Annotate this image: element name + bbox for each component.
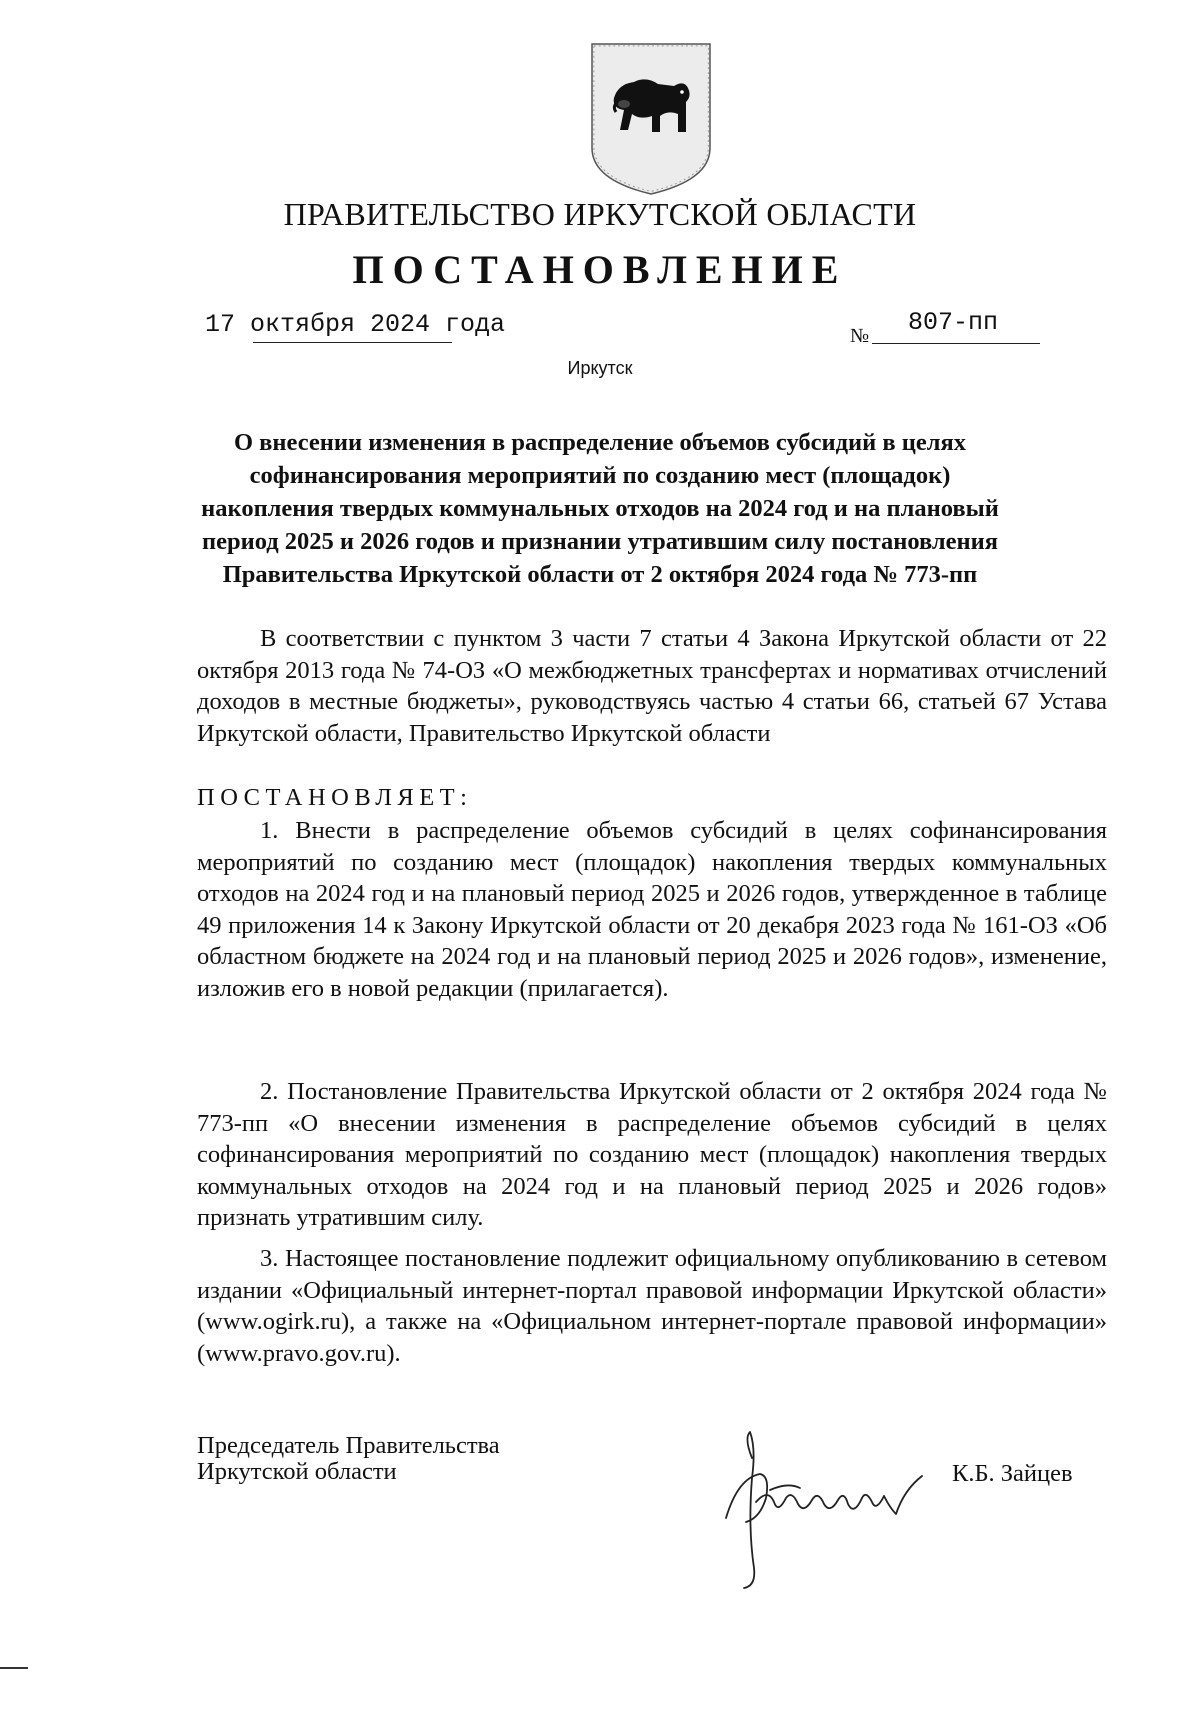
number-underline <box>872 343 1040 344</box>
coat-of-arms-icon <box>588 40 714 198</box>
item-text: Настоящее постановление подлежит официальному опубликованию в сетевом издании «Официальный интернет-портал правовой информации Иркутской области» (www.ogirk.ru), а также на «Официальном интернет-портале правовой информации» (www.pravo.gov.ru). <box>197 1245 1107 1367</box>
preamble-paragraph: В соответствии с пунктом 3 части 7 статьи 4 Закона Иркутской области от 22 октября 2013 года № 74-ОЗ «О межбюджетных трансфертах и нормативах отчислений доходов в местные бюджеты», руководствуясь частью 4 статьи 66, статьей 67 Устава Иркутской области, Правительство Иркутской области <box>197 625 1107 747</box>
signer-position <box>197 1433 500 1485</box>
document-date: 17 октября 2024 года <box>205 310 506 339</box>
document-title: О внесении изменения в распределение объемов субсидий в целях софинансирования мероприятий по созданию мест (площадок) накопления твердых коммунальных отходов на 2024 год и на плановый период 2025 и 2026 годов и признании утратившим силу постановления Правительства Иркутской области от 2 октября 2024 года № 773-пп <box>201 429 999 588</box>
decree-item-2 <box>197 1076 1107 1234</box>
decree-item-3 <box>197 1243 1107 1369</box>
date-underline <box>253 342 452 343</box>
government-name: ПРАВИТЕЛЬСТВО ИРКУТСКОЙ ОБЛАСТИ <box>283 196 917 232</box>
signer-position-line: Иркутской области <box>197 1458 397 1485</box>
city: Иркутск <box>567 358 633 378</box>
number-sign: № <box>850 325 870 347</box>
margin-mark <box>0 1667 28 1669</box>
document-number: 807-пп <box>908 308 999 337</box>
item-number: 1. <box>260 817 279 844</box>
signer-position-line: Председатель Правительства <box>197 1432 500 1459</box>
item-number: 2. <box>260 1078 279 1105</box>
signer-name: К.Б. Зайцев <box>952 1460 1073 1487</box>
item-number: 3. <box>260 1245 279 1272</box>
item-text: Постановление Правительства Иркутской области от 2 октября 2024 года № 773-пп «О внесении изменения в распределение объемов субсидий в целях софинансирования мероприятий по созданию мест (площадок) накопления твердых коммунальных отходов на 2024 год и на плановый период 2025 и 2026 годов» признать утратившим силу. <box>197 1078 1108 1231</box>
decree-item-1 <box>197 815 1107 1004</box>
decree-word: ПОСТАНОВЛЯЕТ: <box>197 784 473 811</box>
document-type: ПОСТАНОВЛЕНИЕ <box>352 247 848 292</box>
item-text: Внести в распределение объемов субсидий в целях софинансирования мероприятий по созданию мест (площадок) накопления твердых коммунальных отходов на 2024 год и на плановый период 2025 и 2026 годов, утвержденное в таблице 49 приложения 14 к Закону Иркутской области от 20 декабря 2023 года № 161-ОЗ «Об областном бюджете на 2024 год и на плановый период 2025 и 2026 годов», изменение, изложив его в новой редакции (прилагается). <box>197 817 1108 1002</box>
handwritten-signature-icon <box>708 1418 938 1593</box>
